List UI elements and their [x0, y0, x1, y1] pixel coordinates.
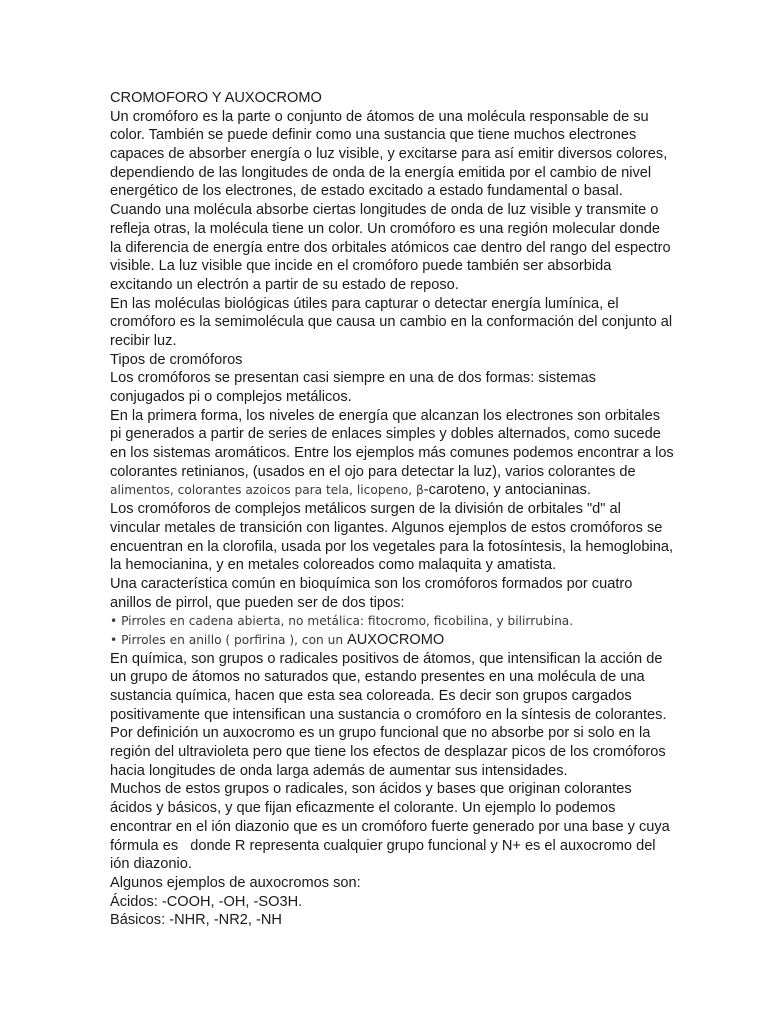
text-line: región del ultravioleta pero que tiene los efectos de desplazar picos de los cromóforos: [110, 744, 666, 761]
text-line: la diferencia de energía entre dos orbitales atómicos cae dentro del rango del espectro: [110, 239, 671, 256]
text-line: anillos de pirrol, que pueden ser de dos tipos:: [110, 594, 405, 611]
document-page: [110, 89, 674, 930]
text-line: vincular metales de transición con ligantes. Algunos ejemplos de estos cromóforos se: [110, 519, 663, 536]
text-line: En la primera forma, los niveles de energía que alcanzan los electrones son orbitales: [110, 407, 661, 424]
text-line: visible. La luz visible que incide en el cromóforo puede también ser absorbida: [110, 258, 612, 275]
text-line: dependiendo de las longitudes de onda de la energía emitida por el cambio de nivel: [110, 164, 652, 181]
text-line: Los cromóforos de complejos metálicos surgen de la división de orbitales "d" al: [110, 501, 621, 518]
text-line: positivamente que intensifican una sustancia o cromóforo en la síntesis de colorantes.: [110, 706, 667, 723]
text-line: ácidos y básicos, y que fijan eficazmente el colorante. Un ejemplo lo podemos: [110, 800, 616, 817]
text-line: En química, son grupos o radicales positivos de átomos, que intensifican la acción de: [110, 650, 663, 667]
text-line: encuentran en la clorofila, usada por los vegetales para la fotosíntesis, la hemoglobina,: [110, 538, 674, 555]
text-line-mixed: [110, 481, 670, 500]
text-line: fórmula es donde R representa cualquier grupo funcional y N+ es el auxocromo del: [110, 837, 656, 854]
auxocromo-heading: AUXOCROMO: [346, 631, 445, 648]
bullet-item: • Pirroles en cadena abierta, no metálica: fitocromo, ficobilina, y bilirrubina.: [110, 614, 574, 629]
text-line: Cuando una molécula absorbe ciertas longitudes de onda de luz visible y transmite o: [110, 202, 659, 219]
text-line: ión diazonio.: [110, 856, 192, 873]
text-line: Básicos: -NHR, -NR2, -NH: [110, 912, 282, 929]
mixed-rest-text: -caroteno, y antocianinas.: [423, 482, 591, 499]
text-line: Algunos ejemplos de auxocromos son:: [110, 874, 361, 891]
text-line: Muchos de estos grupos o radicales, son ácidos y bases que originan colorantes: [110, 781, 632, 798]
section-heading: Tipos de cromóforos: [110, 351, 243, 368]
text-line: sustancia química, hacen que esta sea coloreada. Es decir son grupos cargados: [110, 688, 632, 704]
mixed-small-text: alimentos, colorantes azoicos para tela, licopeno, β: [110, 483, 424, 498]
text-line: conjugados pi o complejos metálicos.: [110, 389, 352, 405]
text-line: excitando un electrón a partir de su estado de reposo.: [110, 276, 459, 293]
bullet-small-text: • Pirroles en anillo ( porfirina ), con un: [110, 632, 347, 647]
text-line: Un cromóforo es la parte o conjunto de átomos de una molécula responsable de su: [110, 108, 649, 125]
text-line: refleja otras, la molécula tiene un color. Un cromóforo es una región molecular donde: [110, 220, 661, 237]
text-line: hacia longitudes de onda larga además de aumentar sus intensidades.: [110, 762, 568, 779]
text-line: Los cromóforos se presentan casi siempre en una de dos formas: sistemas: [110, 370, 596, 387]
text-line: un grupo de átomos no saturados que, estando presentes en una molécula de una: [110, 669, 645, 686]
bullet-item-mixed: [110, 631, 670, 650]
text-line: recibir luz.: [110, 332, 177, 349]
document-title: CROMOFORO Y AUXOCROMO: [110, 90, 322, 106]
text-line: capaces de absorber energía o luz visible, y excitarse para así emitir diversos colores,: [110, 146, 668, 163]
text-line: pi generados a partir de series de enlaces simples y dobles alternados, como sucede: [110, 426, 661, 443]
text-line: cromóforo es la semimolécula que causa un cambio en la conformación del conjunto al: [110, 314, 673, 331]
text-line: en los sistemas aromáticos. Entre los ejemplos más comunes podemos encontrar a los: [110, 445, 674, 462]
text-line: Ácidos: -COOH, -OH, -SO3H.: [110, 893, 303, 910]
text-line: colorantes retinianos, (usados en el ojo para detectar la luz), varios colorantes de: [110, 463, 636, 480]
text-line: Por definición un auxocromo es un grupo funcional que no absorbe por si solo en la: [110, 725, 651, 742]
text-line: color. También se puede definir como una sustancia que tiene muchos electrones: [110, 127, 637, 144]
text-line: la hemocianina, y en metales coloreados como malaquita y amatista.: [110, 557, 557, 574]
text-line: Una característica común en bioquímica son los cromóforos formados por cuatro: [110, 575, 633, 592]
text-line: energético de los electrones, de estado excitado a estado fundamental o basal.: [110, 183, 623, 200]
text-line: encontrar en el ión diazonio que es un cromóforo fuerte generado por una base y cuya: [110, 818, 670, 835]
text-line: En las moléculas biológicas útiles para capturar o detectar energía lumínica, el: [110, 295, 619, 312]
